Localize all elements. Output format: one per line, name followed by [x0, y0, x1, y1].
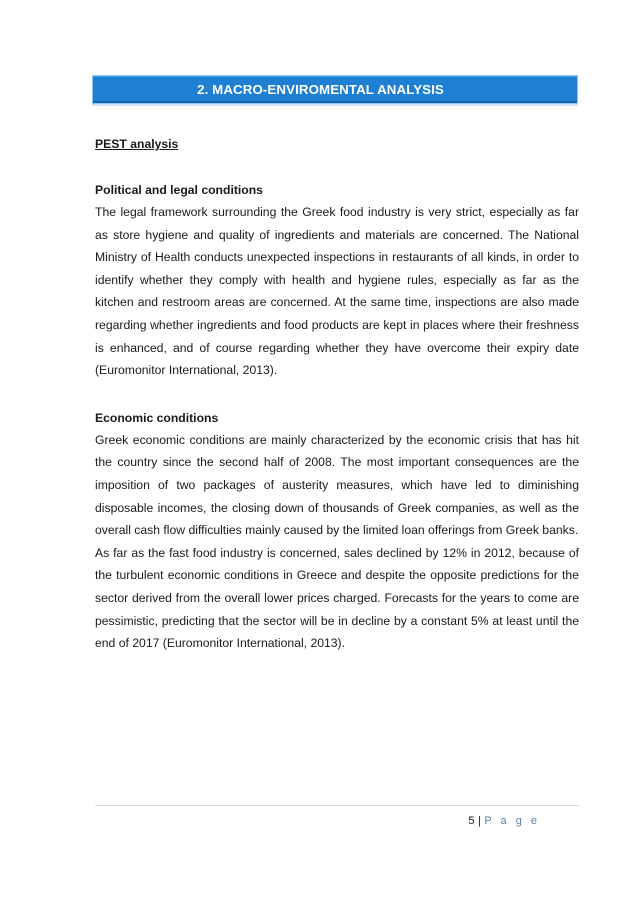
economic-paragraph-2: As far as the fast food industry is concerned, sales declined by 12% in 2012, because of the turbulent economic conditions in Greece and despite the opposite predictions for the sector derived from the overall lower prices charged. Forecasts for the years to come are pessimistic, predicting that the sector will be in decline by a constant 5% at least until the end of 2017 (Euromonitor International, 2013).	[95, 545, 579, 651]
section-heading-bar	[92, 75, 578, 104]
footer-separator: |	[477, 815, 482, 827]
political-legal-heading: Political and legal conditions	[95, 183, 263, 197]
document-body	[95, 135, 579, 655]
economic-paragraph-1: Greek economic conditions are mainly characterized by the economic crisis that has hit the country since the second half of 2008. The most important consequences are the imposition of two packages of austerity measures, which have led to diminishing disposable incomes, the closing down of thousands of Greek companies, as well as the overall cash flow difficulties mainly caused by the limited loan offerings from Greek banks.	[95, 432, 579, 538]
page-label: P a g e	[484, 815, 540, 827]
footer-divider	[95, 805, 579, 806]
political-legal-paragraph: The legal framework surrounding the Greek food industry is very strict, especially as far as store hygiene and quality of ingredients and materials are concerned. The National Ministry of Health conducts unexpected inspections in restaurants of all kinds, in order to identify whether they comply with health and hygiene rules, especially as far as the kitchen and restroom areas are concerned. At the same time, inspections are also made regarding whether ingredients and food products are kept in places where their freshness is enhanced, and of course regarding whether they have overcome their expiry date (Euromonitor International, 2013).	[95, 205, 579, 378]
section-heading: 2. MACRO-ENVIROMENTAL ANALYSIS	[197, 82, 444, 97]
section-spacer	[95, 382, 579, 407]
page-footer	[468, 815, 540, 827]
page-number: 5	[468, 815, 475, 827]
pest-analysis-title: PEST analysis	[95, 137, 179, 151]
economic-conditions-heading: Economic conditions	[95, 410, 219, 425]
